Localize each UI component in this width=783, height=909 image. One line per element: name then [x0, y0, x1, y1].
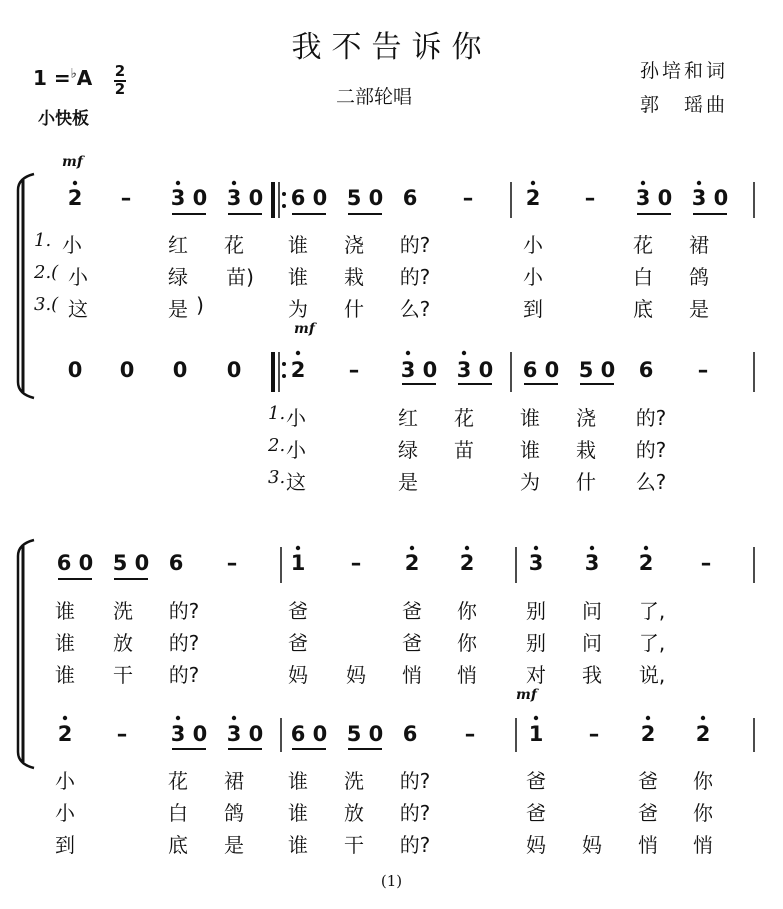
note: 3 0	[170, 186, 208, 210]
note: 1	[290, 551, 306, 575]
lyric: 的?	[399, 233, 431, 257]
lyric: 小	[62, 233, 82, 257]
lyric: 的?	[399, 769, 431, 793]
verse-label: 1.	[268, 403, 286, 424]
lyric: 放	[344, 801, 364, 825]
note: 0	[67, 358, 83, 382]
lyric: 问	[582, 599, 602, 623]
lyric: 爸	[638, 769, 658, 793]
lyric: 小	[523, 265, 543, 289]
lyric: 么?	[635, 470, 667, 494]
note: –	[120, 186, 132, 210]
dynamic-marking: mf	[516, 687, 537, 703]
lyric: 花	[168, 769, 188, 793]
note: 6 0	[56, 551, 94, 575]
lyric: 鸽	[224, 801, 244, 825]
lyric: 什	[344, 297, 364, 321]
note: 2	[67, 186, 83, 210]
lyric: 绿	[168, 265, 188, 289]
lyric: 爸	[526, 801, 546, 825]
note: 6	[168, 551, 184, 575]
lyric: 悄	[457, 663, 477, 687]
lyric: 的?	[399, 801, 431, 825]
lyric: 爸	[638, 801, 658, 825]
note: –	[464, 722, 476, 746]
lyric: 谁	[288, 769, 308, 793]
note: 5 0	[112, 551, 150, 575]
lyric: 谁	[288, 833, 308, 857]
note: 0	[226, 358, 242, 382]
lyric: 小	[286, 406, 306, 430]
lyric: 谁	[288, 265, 308, 289]
lyric: 妈	[288, 663, 308, 687]
lyric: 别	[526, 631, 546, 655]
lyric: 么?	[399, 297, 431, 321]
lyric: 爸	[288, 631, 308, 655]
note: 3	[528, 551, 544, 575]
tempo-marking: 小快板	[38, 109, 89, 129]
lyric: 栽	[344, 265, 364, 289]
lyric: 裙	[224, 769, 244, 793]
note: –	[584, 186, 596, 210]
lyric: 绿	[398, 438, 418, 462]
note: 6 0	[290, 186, 328, 210]
lyric: 我	[582, 663, 602, 687]
lyric: 别	[526, 599, 546, 623]
note: 3	[584, 551, 600, 575]
lyric: 谁	[55, 599, 75, 623]
lyric: 到	[55, 833, 75, 857]
note: 5 0	[578, 358, 616, 382]
lyric: 谁	[55, 631, 75, 655]
note: –	[462, 186, 474, 210]
note: –	[116, 722, 128, 746]
note: 3 0	[456, 358, 494, 382]
dynamic-marking: mf	[294, 321, 315, 337]
note: 1	[528, 722, 544, 746]
lyric: 你	[457, 599, 477, 623]
note: 2	[290, 358, 306, 382]
lyric: 到	[523, 297, 543, 321]
note: 3 0	[400, 358, 438, 382]
lyric: 白	[168, 801, 188, 825]
lyric: 放	[113, 631, 133, 655]
lyric: 洗	[344, 769, 364, 793]
lyric: 洗	[113, 599, 133, 623]
lyric: 鸽	[689, 265, 709, 289]
verse-label: 1.	[34, 230, 52, 251]
lyric: 妈	[346, 663, 366, 687]
lyric: 是	[689, 297, 709, 321]
song-title: 我不告诉你	[291, 30, 492, 65]
lyric: 的?	[399, 265, 431, 289]
lyric: 悄	[693, 833, 713, 857]
lyric: 爸	[526, 769, 546, 793]
lyric: )	[196, 293, 204, 317]
lyric: 浇	[576, 406, 596, 430]
note: 6 0	[290, 722, 328, 746]
lyric: 底	[168, 833, 188, 857]
lyric: 这	[68, 297, 88, 321]
lyric: 干	[113, 663, 133, 687]
lyric: 你	[457, 631, 477, 655]
lyric: 小	[286, 438, 306, 462]
lyric: 妈	[526, 833, 546, 857]
lyric: 了,	[638, 599, 666, 623]
note: –	[348, 358, 360, 382]
note: 0	[119, 358, 135, 382]
note: 3 0	[635, 186, 673, 210]
lyric: 裙	[689, 233, 709, 257]
note: 3 0	[226, 186, 264, 210]
lyric: 谁	[520, 438, 540, 462]
note: 6	[402, 186, 418, 210]
lyric: 为	[288, 297, 308, 321]
lyric: 谁	[55, 663, 75, 687]
lyric: 为	[520, 470, 540, 494]
lyric: 花	[454, 406, 474, 430]
lyric: 的?	[168, 599, 200, 623]
lyric: 苗)	[226, 265, 254, 289]
lyric: 花	[633, 233, 653, 257]
note: –	[226, 551, 238, 575]
note: –	[588, 722, 600, 746]
lyric: 谁	[288, 801, 308, 825]
lyric: 的?	[635, 438, 667, 462]
lyric: 悄	[402, 663, 422, 687]
lyric: 悄	[638, 833, 658, 857]
lyric: 问	[582, 631, 602, 655]
page-number: (1)	[380, 872, 403, 890]
lyric: 是	[224, 833, 244, 857]
note: 2	[404, 551, 420, 575]
lyric: 的?	[635, 406, 667, 430]
lyric: 小	[55, 801, 75, 825]
note: 5 0	[346, 186, 384, 210]
time-signature: 2 2	[114, 62, 126, 98]
note: 5 0	[346, 722, 384, 746]
lyric: 这	[286, 470, 306, 494]
verse-label: 2.(	[34, 262, 59, 283]
lyric: 了,	[638, 631, 666, 655]
note: 6 0	[522, 358, 560, 382]
note: 2	[459, 551, 475, 575]
verse-label: 2.	[268, 435, 286, 456]
lyric: 爸	[288, 599, 308, 623]
lyric: 浇	[344, 233, 364, 257]
note: –	[350, 551, 362, 575]
lyric: 你	[693, 769, 713, 793]
composer-credit: 郭 瑶曲	[640, 94, 729, 116]
note: 6	[402, 722, 418, 746]
note: 2	[638, 551, 654, 575]
lyric: 对	[526, 663, 546, 687]
lyric: 什	[576, 470, 596, 494]
lyric: 花	[224, 233, 244, 257]
lyric: 红	[398, 406, 418, 430]
note: 6	[638, 358, 654, 382]
lyric: 苗	[454, 438, 474, 462]
key-signature: 1 =♭A	[33, 66, 93, 90]
lyric: 谁	[288, 233, 308, 257]
lyric: 你	[693, 801, 713, 825]
lyric: 的?	[168, 663, 200, 687]
lyric: 说,	[638, 663, 666, 687]
lyric: 爸	[402, 631, 422, 655]
lyric: 是	[168, 297, 188, 321]
lyric: 的?	[399, 833, 431, 857]
lyric: 白	[633, 265, 653, 289]
note: 0	[172, 358, 188, 382]
note: –	[700, 551, 712, 575]
lyricist-credit: 孙培和词	[640, 60, 729, 82]
lyric: 妈	[582, 833, 602, 857]
verse-label: 3.	[268, 467, 286, 488]
note: 3 0	[691, 186, 729, 210]
subtitle: 二部轮唱	[336, 86, 413, 108]
lyric: 小	[68, 265, 88, 289]
lyric: 小	[55, 769, 75, 793]
dynamic-marking: mf	[62, 154, 83, 170]
note: 3 0	[170, 722, 208, 746]
lyric: 底	[633, 297, 653, 321]
lyric: 干	[344, 833, 364, 857]
note: –	[697, 358, 709, 382]
note: 2	[525, 186, 541, 210]
lyric: 小	[523, 233, 543, 257]
lyric: 爸	[402, 599, 422, 623]
lyric: 栽	[576, 438, 596, 462]
verse-label: 3.(	[34, 294, 59, 315]
lyric: 是	[398, 470, 418, 494]
note: 2	[695, 722, 711, 746]
lyric: 的?	[168, 631, 200, 655]
lyric: 红	[168, 233, 188, 257]
note: 2	[57, 722, 73, 746]
lyric: 谁	[520, 406, 540, 430]
note: 2	[640, 722, 656, 746]
note: 3 0	[226, 722, 264, 746]
